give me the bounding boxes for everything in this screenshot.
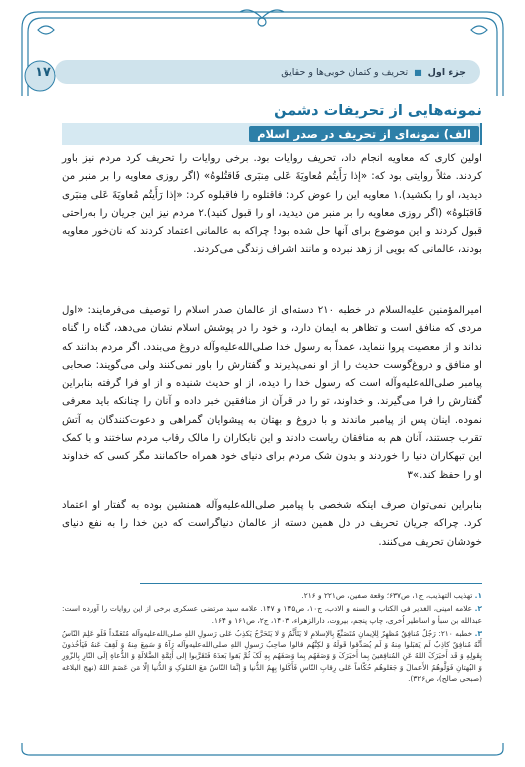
paragraph-1: اولین کاری که معاویه انجام داد، تحریف روایات بود. برخی روایات را تحریف کرد مردم نیز باور کردند. مثلاً روایتی بود که: «إذا رَأَیتُم مُعاویَةَ عَلی مِنبَری فَاقتُلوهُ» (اگر روزی معاویه را بر منبر من دیدید، او را بکشید).۱ معاویه این را عوض کرد: فاقتلوه را فاقبلوه کرد: «إذا رَأَیتُم مُعاویَةَ عَلی مِنبَری فَاقبَلوهُ» (اگر روزی معاویه را بر منبر من دیدید، او را قبول کنید).۲ مردم نیز این جریان را به‌راحتی قبول کردند و این موضوع برای آنها حل شده بود! چراکه به عالمانی اعتماد کردند که نان‌خور معاویه بودند، عالمانی که بویی از زهد نبرده و مانند اشراف زندگی می‌کردند. bbox=[62, 153, 482, 256]
footnote-text: علامه امینی، الغدیر فی الکتاب و السنه و الادب، ج۱۰، ص۱۴۵ و ۱۴۷. علامه سید مرتضی عسکری برخی از این روایات را آورده است: عبدالله بن سبأ و اساطیر اُخری، چاپ پنجم، بیروت، دارالزهراء، ۱۴۰۳، ج۲، ص۱۶۱ و ۱۶۴. bbox=[62, 604, 482, 625]
ornamental-frame-bottom bbox=[18, 743, 507, 757]
footnote-text: خطبه ۲۱۰: رَجُلٌ مُنافِقٌ مُظهِرٌ لِلإیمانِ مُتَصَنِّعٌ بِالإسلامِ لا یَتَأَثَّمُ وَ لا یَتَحَرَّجُ یَکذِبُ عَلی رَسولِ اللهِ صلی‌الله‌علیه‌وآله مُتَعَمِّداً فَلَو عَلِمَ النّاسُ أَنَّهُ مُنافِقٌ کاذِبٌ لَم یَقبَلوا مِنهُ وَ لَم یُصَدِّقوا قَولَهُ وَ لکِنَّهُم قالوا صاحِبُ رَسولِ اللهِ صلی‌الله‌علیه‌وآله رَآهُ وَ سَمِعَ مِنهُ وَ لَقِفَ عَنهُ فَیَأخُذونَ بِقَولِهِ وَ قَد أَخبَرَکَ اللهُ عَنِ المُنافِقینَ بِما أَخبَرَکَ وَ وَصَفَهُم بِما وَصَفَهُم بِهِ لَکَ ثُمَّ بَقوا بَعدَهُ فَتَقَرَّبوا إلی أَئِمَّةِ الضَّلالَةِ وَ الدُّعاةِ إلَی النّارِ بِالزّورِ وَ البُهتانِ فَوَلَّوهُمُ الأَعمالَ وَ جَعَلوهُم حُکّاماً عَلی رِقابِ النّاسِ فَأَکَلوا بِهِمُ الدُّنیا وَ إنَّمَا النّاسُ مَعَ المُلوکِ وَ الدُّنیا إلّا مَن عَصَمَ اللهُ (نهج البلاغه (صبحی صالح)، ص۳۲۶). bbox=[62, 628, 482, 684]
footnote-2 bbox=[62, 603, 482, 626]
footnote-divider bbox=[140, 583, 482, 584]
subsection-title: الف) نمونه‌ای از تحریف در صدر اسلام bbox=[249, 126, 479, 142]
footnote-number: ۱. bbox=[474, 591, 482, 600]
header-separator-icon: ■ bbox=[414, 67, 422, 77]
footnote-number: ۲. bbox=[474, 604, 482, 614]
paragraph-2: امیرالمؤمنین علیه‌السلام در خطبه ۲۱۰ دسته‌ای از عالمان صدر اسلام را توصیف می‌فرمایند: «اول مردی که منافق است و تظاهر به ایمان دارد، و خود را در پوشش اسلام نشان می‌دهد، گناه را گناه نداند و از معصیت پروا ننماید، عمداً به رسول خدا صلی‌الله‌علیه‌وآله دروغ می‌بندد. اگر مردم بدانند که او منافق و دروغ‌گوست حدیث را از او نمی‌پذیرند و گفتارش را باور نمی‌کنند ولی می‌گویند: صحابی پیامبر صلی‌الله‌علیه‌وآله است که رسول خدا را دیده، از او حدیث شنیده و از او فرا گرفته بنابراین گفتارش را فرا می‌گیرند. و خداوند، تو را در قرآن از منافقین خبر داده و آنان را چنانکه باید معرفی نموده. اینان پس از پیامبر ماندند و با دروغ و بهتان به پیشوایان گمراهی و دعوت‌کنندگان به آتش تقرب جستند، آنان هم به منافقان ریاست دادند و این نابکاران را مالک رقاب مردم ساختند و با کمک این تبهکاران دنیا را خوردند و بدون شک مردم برای دنیای خود همراه حاکمانند مگر کسی که خداوند او را حفظ کند.»۳ bbox=[62, 305, 482, 481]
footnote-1 bbox=[62, 590, 482, 601]
header-chapter-title: تحریف و کتمان خوبی‌ها و حقایق bbox=[281, 66, 409, 78]
section-title: نمونه‌هایی از تحریفات دشمن bbox=[274, 103, 482, 119]
footnotes bbox=[62, 590, 482, 686]
running-header bbox=[55, 60, 480, 84]
page-number: ۱۷ bbox=[35, 64, 51, 80]
footnote-3 bbox=[62, 628, 482, 684]
ornamental-frame-top bbox=[18, 8, 507, 98]
footnote-text: تهذیب التهذیب، ج۱، ص۶۳۷؛ وقعة صفین، ص۲۲۱ و ۲۱۶. bbox=[301, 591, 473, 600]
header-part-label: جزء اول bbox=[427, 66, 466, 78]
paragraph-3: بنابراین نمی‌توان صرف اینکه شخصی با پیامبر صلی‌الله‌علیه‌وآله همنشین بوده به گفتار او اعتماد کرد. چراکه جریان تحریف در دل همین دسته از عالمان دنیاگراست که دین خدا را به نفع دنیای خودشان تحریف می‌کنند. bbox=[62, 500, 482, 548]
footnote-number: ۳. bbox=[474, 628, 482, 638]
